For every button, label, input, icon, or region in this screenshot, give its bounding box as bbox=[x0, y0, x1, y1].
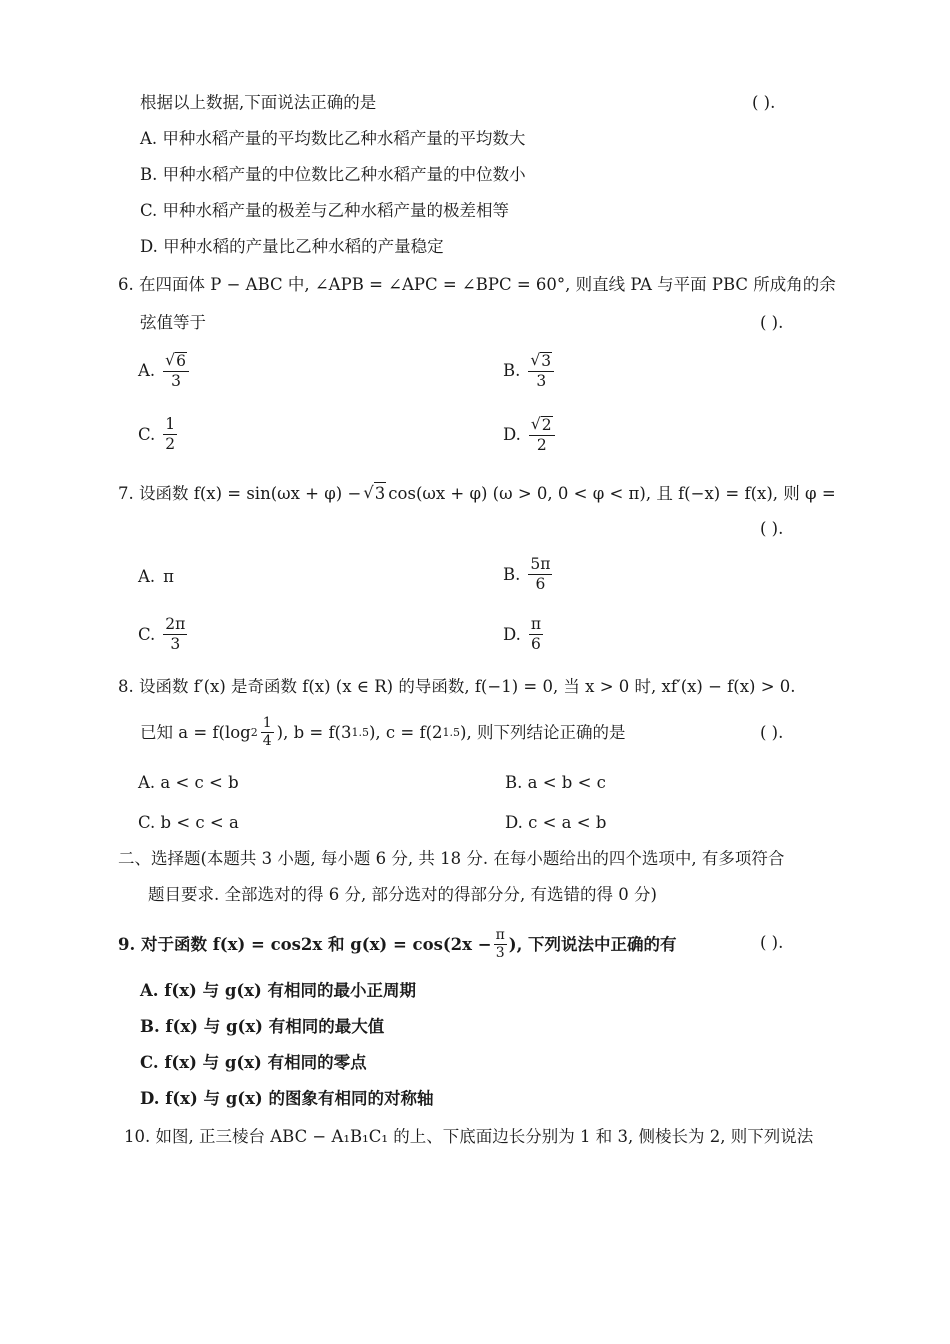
q8-stem-line2: 已知 a = f(log 2 $\frac{1}{4}$ ), b = f(3 1.5 ), c = f(2 1.5 ), 则下列结论正确的是 bbox=[140, 715, 626, 750]
q9-option-d: D. f(x) 与 g(x) 的图象有相同的对称轴 bbox=[140, 1089, 434, 1108]
q8-stem-line1: 8. 设函数 f′(x) 是奇函数 f(x) (x ∈ R) 的导函数, f(−1) = 0, 当 x > 0 时, xf′(x) − f(x) > 0. bbox=[118, 677, 796, 696]
q8-option-d: D. c < a < b bbox=[505, 813, 607, 832]
q8-option-c: C. b < c < a bbox=[138, 813, 239, 832]
q6-option-c: C. $\frac{1}{2}$ bbox=[138, 415, 176, 454]
fraction: $\frac{\pi}{6}$ bbox=[530, 615, 542, 654]
q6-option-a: A. √ 6 3 bbox=[138, 352, 189, 390]
q6-answer-paren: ( ). bbox=[760, 313, 784, 332]
q8-option-b: B. a < b < c bbox=[505, 773, 606, 792]
section2-heading-line2: 题目要求. 全部选对的得 6 分, 部分选对的得部分分, 有选错的得 0 分) bbox=[148, 885, 657, 904]
q8-answer-paren: ( ). bbox=[760, 723, 784, 742]
fraction: $\frac{1}{2}$ bbox=[165, 415, 176, 454]
q6-option-d: D. √ 2 2 bbox=[503, 416, 555, 454]
q9-stem: 9. 对于函数 f(x) = cos2x 和 g(x) = cos(2x − $\frac{\pi}{3}$ ), 下列说法中正确的有 bbox=[118, 927, 677, 962]
q9-option-a: A. f(x) 与 g(x) 有相同的最小正周期 bbox=[140, 981, 417, 1000]
q7-option-d: D. $\frac{\pi}{6}$ bbox=[503, 615, 542, 654]
fraction: $\frac{5\pi}{6}$ bbox=[530, 555, 551, 594]
q6-stem-line1: 6. 在四面体 P − ABC 中, ∠APB = ∠APC = ∠BPC = 60°, 则直线 PA 与平面 PBC 所成角的余 bbox=[118, 275, 836, 294]
q7-stem: 7. 设函数 f(x) = sin(ωx + φ) − √ 3 cos(ωx + φ) (ω > 0, 0 < φ < π), 且 f(−x) = f(x), 则 φ = bbox=[118, 483, 836, 503]
q5-option-a: A. 甲种水稻产量的平均数比乙种水稻产量的平均数大 bbox=[140, 129, 526, 148]
fraction: √ 2 2 bbox=[529, 416, 555, 454]
q5-answer-paren: ( ). bbox=[752, 93, 776, 112]
fraction: √ 3 3 bbox=[528, 352, 554, 390]
q6-option-b: B. √ 3 3 bbox=[503, 352, 554, 390]
q9-option-c: C. f(x) 与 g(x) 有相同的零点 bbox=[140, 1053, 367, 1072]
q10-stem: 10. 如图, 正三棱台 ABC − A₁B₁C₁ 的上、下底面边长分别为 1 和 3, 侧棱长为 2, 则下列说法 bbox=[124, 1127, 814, 1146]
q5-option-b: B. 甲种水稻产量的中位数比乙种水稻产量的中位数小 bbox=[140, 165, 526, 184]
q5-option-d: D. 甲种水稻的产量比乙种水稻的产量稳定 bbox=[140, 237, 444, 256]
q7-option-c: C. $\frac{2\pi}{3}$ bbox=[138, 615, 186, 654]
section2-heading-line1: 二、选择题(本题共 3 小题, 每小题 6 分, 共 18 分. 在每小题给出的四个选项中, 有多项符合 bbox=[118, 849, 785, 868]
q5-stem: 根据以上数据,下面说法正确的是 bbox=[140, 93, 377, 112]
q5-option-c: C. 甲种水稻产量的极差与乙种水稻产量的极差相等 bbox=[140, 201, 510, 220]
fraction: √ 6 3 bbox=[163, 352, 189, 390]
q6-stem-line2: 弦值等于 bbox=[140, 313, 206, 332]
q9-option-b: B. f(x) 与 g(x) 有相同的最大值 bbox=[140, 1017, 385, 1036]
fraction: $\frac{2\pi}{3}$ bbox=[165, 615, 186, 654]
q8-option-a: A. a < c < b bbox=[138, 773, 239, 792]
q7-answer-paren: ( ). bbox=[760, 519, 784, 538]
q7-option-a: A. π bbox=[138, 567, 175, 586]
q7-option-b: B. $\frac{5\pi}{6}$ bbox=[503, 555, 551, 594]
q9-answer-paren: ( ). bbox=[760, 933, 784, 952]
fraction: $\frac{\pi}{3}$ bbox=[495, 927, 505, 962]
fraction: $\frac{1}{4}$ bbox=[262, 715, 272, 750]
